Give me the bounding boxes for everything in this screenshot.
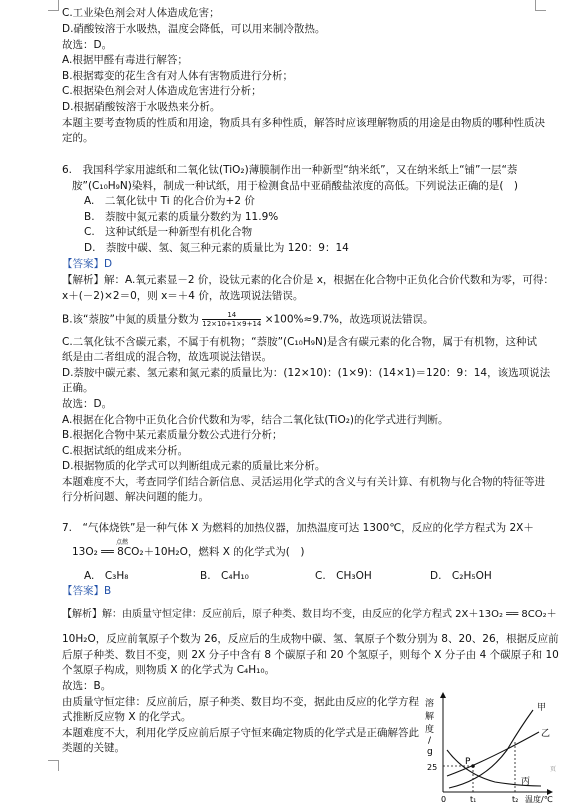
y-axis-label-char: g <box>427 747 433 757</box>
text-line: 故选：D。 <box>62 39 113 51</box>
analysis-text: B.该“萘胺”中氮的质量分数为 <box>62 313 199 326</box>
analysis-line: 后原子种类、数目不变，则 2X 分子中含有 8 个碳原子和 20 个氢原子，则每个 X 分子由 4 个碳原子和 10 <box>62 649 559 661</box>
x-axis-label: 温度/℃ <box>525 795 553 804</box>
analysis-line: 故选：B。 <box>62 680 112 692</box>
option-b: B. C₄H₁₀ <box>200 570 249 582</box>
y-axis-label-char: 度 <box>425 725 435 735</box>
analysis-line: D.根据物质的化学式可以判断组成元素的质量比来分析。 <box>62 460 326 472</box>
analysis-line: 正确。 <box>62 382 94 394</box>
page-corner-mark <box>48 760 59 771</box>
text-line: 定的。 <box>62 132 94 144</box>
y-axis-arrow <box>440 692 446 698</box>
fraction-denominator: 12×10+1×9+14 <box>202 320 262 328</box>
curve-yi <box>447 732 539 776</box>
option-b: B. 萘胺中氮元素的质量分数约为 11.9% <box>84 211 279 223</box>
analysis-line: 纸是由二者组成的混合物，故选项说法错误。 <box>62 351 272 363</box>
question-7-equation <box>72 539 305 559</box>
page-corner-mark <box>48 0 59 11</box>
analysis-line: 行分析问题、解决问题的能力。 <box>62 491 209 503</box>
analysis-line: A.根据在化合物中正负化合价代数和为零，结合二氧化钛(TiO₂)的化学式进行判断。 <box>62 414 449 426</box>
y-axis-label-char: 溶 <box>425 699 435 709</box>
fraction-numerator: 14 <box>227 311 237 319</box>
equation-condition: 点燃 <box>116 539 129 546</box>
series-label: 丙 <box>521 777 531 787</box>
point-label: P <box>465 757 471 767</box>
y-axis-label-char: / <box>428 736 432 746</box>
answer-label: 【答案】D <box>62 258 113 270</box>
analysis-line: 本题难度不大，利用化学反应前后原子守恒来确定物质的化学式是正确解答此 <box>62 727 419 739</box>
analysis-line: 本题难度不大，考查同学们结合新信息、灵活运用化学式的含义与有关计算、有机物与化合物的特征等进 <box>62 476 545 488</box>
analysis-line: 式推断反应物 X 的化学式。 <box>62 711 192 723</box>
y-tick-label: 25 <box>427 763 438 772</box>
text-line: 本题主要考查物质的性质和用途，物质具有多种性质，解答时应该理解物质的用途是由物质的哪种性质决 <box>62 117 545 129</box>
analysis-line: 故选：D。 <box>62 398 113 410</box>
page-corner-mark <box>535 0 546 11</box>
analysis-line: C.二氧化钛不含碳元素，不属于有机物；“萘胺”(C₁₀H₉N)是含有碳元素的化合物，属于有机物，这种试 <box>62 336 537 348</box>
option-a: A. 二氧化钛中 Ti 的化合价为+2 价 <box>84 195 255 207</box>
page-side-mark: 页 <box>550 766 557 773</box>
analysis-line: 个氢原子构成，则物质 X 的化学式为 C₄H₁₀。 <box>62 664 276 676</box>
option-a: A. C₃H₈ <box>84 570 129 582</box>
series-label: 甲 <box>537 703 547 713</box>
question-6-stem: 6. 我国科学家用滤纸和二氧化钛(TiO₂)薄膜制作出一种新型“纳米纸”，又在纳米纸上“铺”一层“萘 <box>62 164 518 176</box>
option-c: C. CH₃OH <box>315 570 372 582</box>
option-c: C. 这种试纸是一种新型有机化合物 <box>84 226 253 238</box>
text-line: B.根据霉变的花生含有对人体有害物质进行分析； <box>62 70 294 82</box>
question-6-stem: 胺”(C₁₀H₉N)染料，制成一种试纸，用于检测食品中亚硝酸盐浓度的高低。下列说法正确的是( ) <box>72 180 519 192</box>
analysis-line: 【解析】解：A.氧元素显－2 价，设钛元素的化合价是 x，根据在化合物中正负化合价代数和为零，可得： <box>62 274 554 286</box>
text-line: C.根据染色剂会对人体造成危害进行分析； <box>62 85 262 97</box>
analysis-line: D.萘胺中碳元素、氢元素和氮元素的质量比为：(12×10)：(1×9)：(14×1)＝120：9：14，该选项说法 <box>62 367 551 379</box>
x-tick-label: t₂ <box>512 795 519 804</box>
answer-label: 【答案】B <box>62 585 112 597</box>
analysis-line: 10H₂O，反应前氧原子个数为 26，反应后的生成物中碳、氢、氧原子个数分别为 8、20、26，根据反应前 <box>62 633 559 645</box>
analysis-line: C.根据试纸的组成来分析。 <box>62 445 189 457</box>
series-label: 乙 <box>541 729 551 739</box>
point-p <box>471 764 475 768</box>
x-tick-label: 0 <box>441 795 447 804</box>
y-axis-label-char: 解 <box>425 712 435 722</box>
mass-fraction <box>202 311 261 328</box>
equation-text: 13O₂ ══ 8CO₂＋10H₂O，燃料 X 的化学式为( ) <box>72 546 305 558</box>
analysis-line: 类题的关键。 <box>62 742 125 754</box>
analysis-line: 由质量守恒定律：反应前后，原子种类、数目均不变，据此由反应的化学方程 <box>62 696 419 708</box>
analysis-line: B.根据化合物中某元素质量分数公式进行分析； <box>62 429 283 441</box>
analysis-line-fraction <box>62 311 434 328</box>
x-tick-label: t₁ <box>470 795 477 804</box>
solubility-graph <box>425 692 557 804</box>
option-d: D. 萘胺中碳、氢、氮三种元素的质量比为 120：9：14 <box>84 242 349 254</box>
option-d: D. C₂H₅OH <box>430 570 492 582</box>
analysis-line: x＋(－2)×2＝0，则 x＝＋4 价，故选项说法错误。 <box>62 290 304 302</box>
analysis-text: ×100%≈9.7%，故选项说法错误。 <box>264 313 434 326</box>
text-line: C.工业染色剂会对人体造成危害； <box>62 7 220 19</box>
text-line: A.根据甲醛有毒进行解答； <box>62 54 188 66</box>
text-line: D.硝酸铵溶于水吸热，温度会降低，可以用来制冷散热。 <box>62 23 326 35</box>
text-line: D.根据硝酸铵溶于水吸热来分析。 <box>62 101 221 113</box>
question-7-stem: 7. “气体烧铁”是一种气体 X 为燃料的加热仪器，加热温度可达 1300℃，反应的化学方程式为 2X＋ <box>62 522 534 534</box>
analysis-line: 【解析】解：由质量守恒定律：反应前后，原子种类、数目均不变，由反应的化学方程式 2X＋13O₂ ══ 8CO₂＋ <box>62 609 557 620</box>
